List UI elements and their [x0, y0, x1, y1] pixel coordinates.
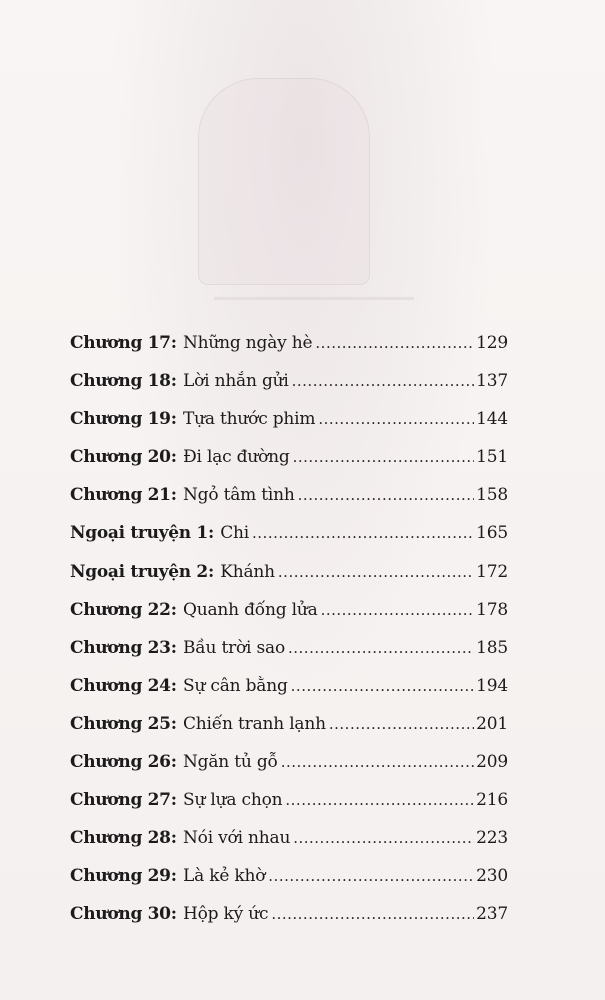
toc-dot-leader: [291, 673, 474, 699]
toc-entry-label: Chương 23: [70, 637, 171, 658]
toc-entry-label: Chương 26: [70, 752, 171, 773]
toc-entry-separator: :: [170, 790, 177, 811]
toc-dot-leader: [298, 482, 474, 508]
toc-entry: [70, 673, 508, 711]
toc-entry-label: Chương 29: [70, 866, 171, 887]
toc-entry-title: Sự cân bằng: [183, 675, 288, 696]
toc-dot-leader: [252, 520, 474, 546]
toc-entry-title: Ngăn tủ gỗ: [183, 752, 278, 773]
bleed-through-illustration: [198, 78, 370, 285]
toc-entry: [70, 901, 508, 939]
toc-entry-separator: :: [170, 333, 177, 353]
toc-entry-page-number: 172: [476, 561, 508, 582]
toc-entry-page-number: 216: [476, 790, 508, 811]
toc-entry-title: Chiến tranh lạnh: [183, 713, 326, 734]
toc-entry-separator: :: [170, 904, 177, 925]
toc-entry-separator: :: [170, 637, 177, 658]
toc-entry: [70, 520, 508, 558]
toc-dot-leader: [285, 787, 474, 813]
toc-entry-title: Nói với nhau: [183, 828, 291, 849]
toc-entry-separator: :: [207, 561, 215, 582]
toc-dot-leader: [292, 368, 475, 394]
toc-entry: [70, 825, 508, 863]
toc-entry: [70, 711, 508, 749]
toc-entry-separator: :: [170, 485, 177, 506]
toc-dot-leader: [315, 330, 474, 356]
toc-dot-leader: [329, 711, 474, 737]
toc-entry-title: Hộp ký ức: [183, 904, 269, 925]
toc-dot-leader: [318, 406, 474, 432]
toc-entry-page-number: 194: [476, 675, 508, 696]
toc-entry-page-number: 129: [476, 333, 508, 353]
toc-entry-label: Chương 20: [70, 447, 171, 468]
toc-entry-label: Chương 22: [70, 599, 171, 620]
toc-entry-page-number: 178: [476, 599, 508, 620]
toc-entry: [70, 559, 508, 597]
toc-entry-label: Chương 24: [70, 675, 171, 696]
toc-entry-separator: :: [170, 866, 177, 887]
toc-entry-label: Chương 18: [70, 371, 171, 392]
toc-dot-leader: [268, 863, 474, 889]
toc-entry-page-number: 230: [476, 866, 508, 887]
table-of-contents: [70, 330, 508, 940]
toc-entry: [70, 406, 508, 444]
toc-dot-leader: [271, 901, 474, 927]
toc-entry: [70, 863, 508, 901]
toc-entry: [70, 635, 508, 673]
toc-entry: [70, 482, 508, 520]
toc-entry-label: Ngoại truyện 2: [70, 561, 208, 582]
toc-dot-leader: [321, 597, 475, 623]
toc-entry-title: Những ngày hè: [183, 333, 313, 353]
toc-entry-title: Ngỏ tâm tình: [183, 485, 295, 506]
toc-entry-page-number: 151: [476, 447, 508, 468]
toc-entry-title: Bầu trời sao: [183, 637, 285, 658]
toc-entry-label: Chương 21: [70, 485, 171, 506]
toc-entry-separator: :: [170, 371, 177, 392]
toc-dot-leader: [293, 444, 475, 470]
toc-entry-label: Ngoại truyện 1: [70, 523, 208, 544]
toc-entry-title: Quanh đống lửa: [183, 599, 318, 620]
toc-entry-separator: :: [170, 828, 177, 849]
toc-entry: [70, 368, 508, 406]
toc-entry-page-number: 201: [476, 713, 508, 734]
toc-entry-label: Chương 30: [70, 904, 171, 925]
bleed-through-caption: [214, 297, 414, 300]
toc-entry: [70, 597, 508, 635]
toc-dot-leader: [288, 635, 474, 661]
toc-entry: [70, 749, 508, 787]
toc-entry-page-number: 158: [476, 485, 508, 506]
toc-entry-label: Chương 25: [70, 713, 171, 734]
toc-entry-separator: :: [170, 713, 177, 734]
toc-entry-page-number: 165: [476, 523, 508, 544]
toc-entry-label: Chương 17: [70, 333, 171, 353]
toc-entry-title: Đi lạc đường: [183, 447, 290, 468]
toc-entry-page-number: 144: [476, 409, 508, 430]
toc-entry-separator: :: [170, 675, 177, 696]
toc-dot-leader: [278, 559, 474, 585]
toc-entry-page-number: 137: [476, 371, 508, 392]
toc-entry-label: Chương 28: [70, 828, 171, 849]
toc-entry-page-number: 237: [476, 904, 508, 925]
toc-entry-page-number: 209: [476, 752, 508, 773]
toc-entry-separator: :: [207, 523, 215, 544]
toc-entry-page-number: 185: [476, 637, 508, 658]
toc-dot-leader: [281, 749, 474, 775]
toc-entry-title: Là kẻ khờ: [183, 866, 266, 887]
toc-entry-page-number: 223: [476, 828, 508, 849]
toc-entry-title: Sự lựa chọn: [183, 790, 283, 811]
toc-entry-separator: :: [170, 409, 177, 430]
toc-entry: [70, 444, 508, 482]
toc-entry-title: Lời nhắn gửi: [183, 371, 289, 392]
toc-entry-label: Chương 27: [70, 790, 171, 811]
toc-entry-label: Chương 19: [70, 409, 171, 430]
toc-entry-title: Tựa thước phim: [183, 409, 316, 430]
toc-entry-separator: :: [170, 447, 177, 468]
toc-entry-separator: :: [170, 599, 177, 620]
toc-entry-separator: :: [170, 752, 177, 773]
toc-entry: [70, 787, 508, 825]
toc-entry-title: Chi: [220, 523, 250, 544]
toc-entry: [70, 330, 508, 368]
toc-entry-title: Khánh: [220, 561, 275, 582]
toc-dot-leader: [293, 825, 474, 851]
